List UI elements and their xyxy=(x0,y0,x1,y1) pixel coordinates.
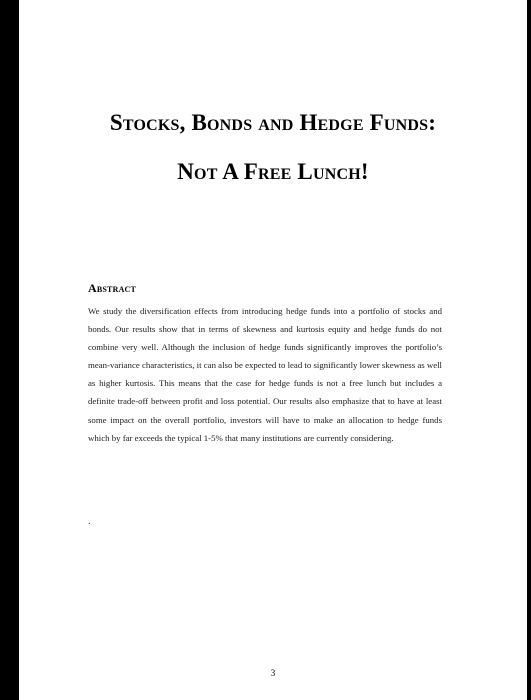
document-page xyxy=(19,0,527,700)
stray-mark: . xyxy=(88,516,91,527)
paper-title-line-1: Stocks, Bonds and Hedge Funds: xyxy=(109,110,437,135)
paper-title-line-2: Not A Free Lunch! xyxy=(177,159,369,184)
abstract-text: We study the diversification effects from introducing hedge funds into a portfolio of stocks and bonds. Our results show that in terms of skewness and kurtosis equity and hedge funds do not combine very well. Although the inclusion of hedge funds significantly improves the portfolio’s mean-variance characteristics, it can also be expected to lead to significantly lower skewness as well as higher kurtosis. This means that the case for hedge funds is not a free lunch but includes a definite trade-off between profit and loss potential. Our results also emphasize that to have at least some impact on the overall portfolio, investors will have to make an allocation to hedge funds which by far exceeds the typical 1-5% that many institutions are currently considering. xyxy=(88,306,442,443)
page-number: 3 xyxy=(270,668,276,678)
abstract-heading: Abstract xyxy=(88,281,137,295)
